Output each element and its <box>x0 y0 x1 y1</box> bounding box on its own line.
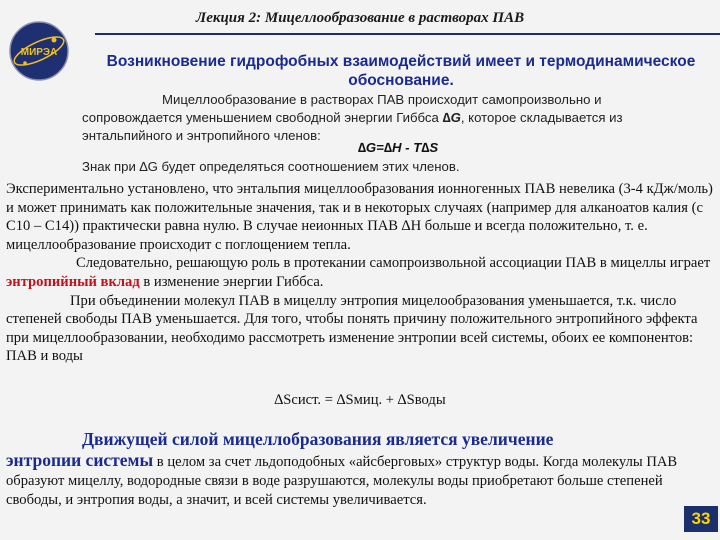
body-para-1: Экспериментально установлено, что энтальпия мицеллообразования ионногенных ПАВ невелика (3-4 кДж/моль) и может принимать как положительные значения, так и в некоторых случаях (например для алканоатов калия (с С10 – С14)) практически равна нулю. В случае неионных ПАВ ∆H больше и всегда положительно, т. е. мицеллообразование происходит с поглощением тепла. <box>6 181 713 253</box>
intro-line-2b: , которое складывается из <box>460 110 623 125</box>
body-text <box>6 180 714 366</box>
intro-line-1: Мицеллообразование в растворах ПАВ происходит самопроизвольно и <box>162 92 602 107</box>
page-number-badge: 33 <box>684 506 718 532</box>
conclusion-heading-2: энтропии системы <box>6 450 154 470</box>
conclusion-line-1 <box>6 430 714 451</box>
body-para-2 <box>6 254 714 291</box>
intro-line-2 <box>82 109 714 127</box>
sign-note: Знак при ∆G будет определяться соотношением этих членов. <box>82 159 460 174</box>
body-para-2a: Следовательно, решающую роль в протекании самопроизвольной ассоциации ПАВ в мицеллы играет <box>76 255 711 272</box>
conclusion-rest: в целом за счет льдоподобных «айсберговых» структур воды. Когда молекулы ПАВ образуют мицеллу, водородные связи в воде разрушаются, молекулы воды приобретают больше степеней свободы, и энтропия воды, а значит, и всей системы увеличивается. <box>6 454 678 508</box>
intro-line-2a: сопровождается уменьшением свободной энергии Гиббса <box>82 110 443 125</box>
heading-line-2: обоснование. <box>348 72 454 89</box>
logo-text: МИРЭА <box>20 47 58 58</box>
conclusion <box>6 430 714 510</box>
intro-line-3: энтальпийного и энтропийного членов: <box>82 128 321 143</box>
entropy-contribution-highlight: энтропийный вклад <box>6 273 140 290</box>
gibbs-formula: ∆G=∆H - T∆S <box>357 140 439 155</box>
conclusion-body <box>6 451 714 510</box>
heading-line-1: Возникновение гидрофобных взаимодействий имеет и термодинамическое <box>106 53 696 70</box>
header-title: Лекция 2: Мицеллообразование в растворах ПАВ <box>195 10 525 26</box>
intro-paragraph <box>82 91 714 145</box>
section-heading <box>86 52 716 90</box>
body-para-3: При объединении молекул ПАВ в мицеллу энтропия мицелообразования уменьшается, т.к. число степеней свободы ПАВ уменьшается. Для того, чтобы понять причину положительного энтропийного эффекта при мицеллообразовании, необходимо рассмотреть изменение энтропии всей системы, обоих ее компонентов: ПАВ и воды <box>6 292 698 365</box>
conclusion-heading-1: Движущей силой мицеллобразования является увеличение <box>82 429 554 449</box>
body-para-2b: в изменение энергии Гиббса. <box>139 273 324 290</box>
mirea-logo <box>8 20 70 82</box>
entropy-formula: ∆Sсист. = ∆Sмиц. + ∆Sводы <box>274 392 446 408</box>
header-rule <box>95 33 720 35</box>
intro-dg: ∆G <box>442 110 461 125</box>
